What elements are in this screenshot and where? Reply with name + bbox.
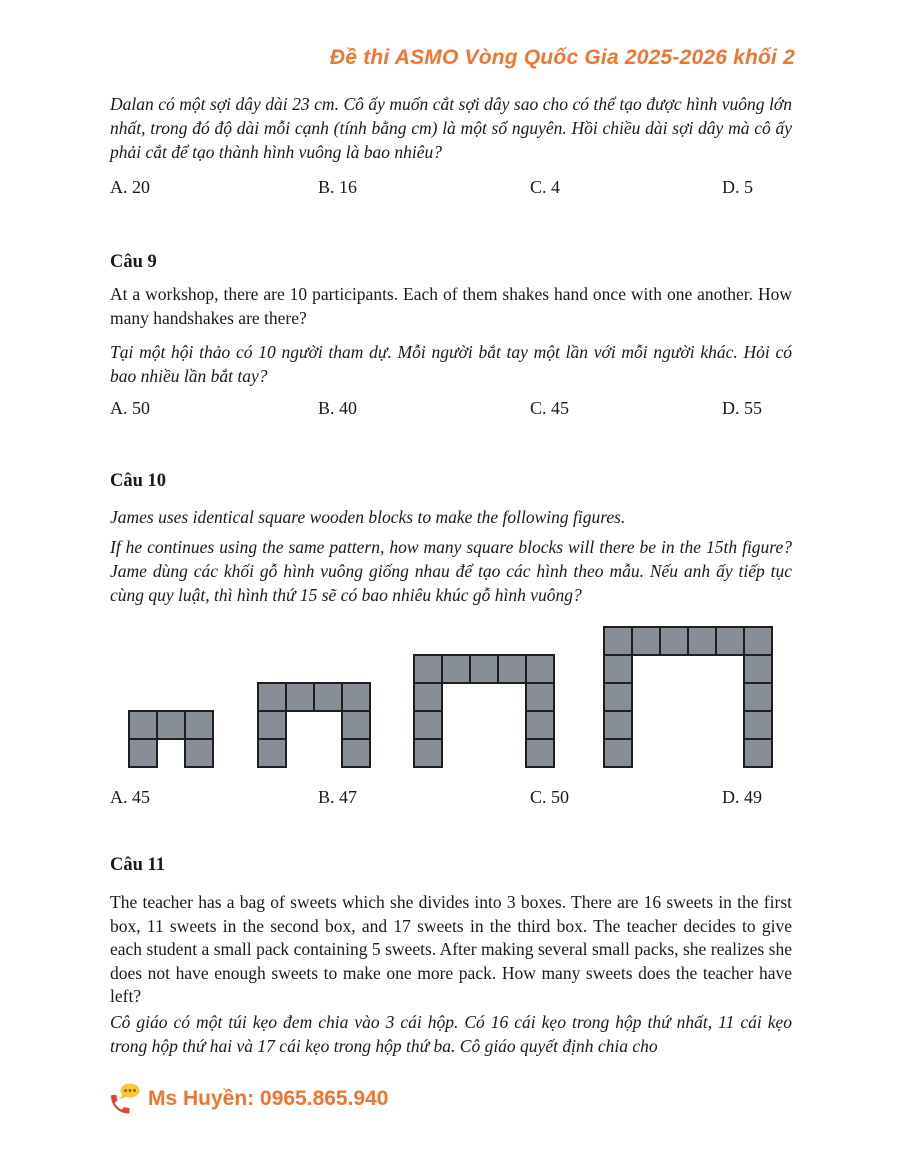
square-block bbox=[314, 683, 342, 711]
intro-question-text: Dalan có một sợi dây dài 23 cm. Cô ấy muốn cắt sợi dây sao cho có thể tạo được hình vuông lớn nhất, trong đó độ dài mỗi cạnh (tính bằng cm) là một số nguyên. Hồi chiều dài sợi dây mà cô ấy phải cắt để tạo thành hình vuông là bao nhiêu? bbox=[110, 94, 792, 162]
q10-question-text: If he continues using the same pattern, how many square blocks will there be in the 15th figure? Jame dùng các khối gỗ hình vuông giống nhau để tạo các hình theo mẫu. Nếu anh ấy tiếp tục cùng quy luật, thì hình thứ 15 sẽ có bao nhiêu khúc gỗ hình vuông? bbox=[110, 537, 792, 605]
square-block bbox=[258, 711, 286, 739]
square-block bbox=[258, 739, 286, 767]
square-block bbox=[604, 711, 632, 739]
square-block bbox=[470, 655, 498, 683]
q10-figure-1 bbox=[128, 710, 214, 768]
square-block bbox=[185, 739, 213, 767]
square-block bbox=[129, 739, 157, 767]
option-c: C. 4 bbox=[530, 177, 561, 197]
bubble-dot bbox=[124, 1089, 127, 1092]
square-block bbox=[258, 683, 286, 711]
square-block bbox=[604, 683, 632, 711]
q9-options-row bbox=[110, 398, 800, 422]
bubble-dot bbox=[133, 1089, 136, 1092]
q10-figure-4 bbox=[603, 626, 773, 768]
square-block bbox=[744, 739, 772, 767]
square-block bbox=[744, 655, 772, 683]
square-block bbox=[744, 683, 772, 711]
square-block bbox=[442, 655, 470, 683]
option-b: B. 47 bbox=[318, 787, 358, 807]
option-a: A. 20 bbox=[110, 177, 150, 197]
bubble-dot bbox=[129, 1089, 132, 1092]
q9-heading: Câu 9 bbox=[110, 252, 157, 272]
page-header-title: Đề thi ASMO Vòng Quốc Gia 2025-2026 khối 2 bbox=[329, 46, 795, 69]
square-block bbox=[342, 683, 370, 711]
footer-contact bbox=[108, 1083, 388, 1115]
q10-intro-line: James uses identical square wooden blocks to make the following figures. bbox=[110, 507, 626, 527]
square-block bbox=[185, 711, 213, 739]
square-block bbox=[688, 627, 716, 655]
square-block bbox=[342, 711, 370, 739]
square-block bbox=[526, 683, 554, 711]
square-block bbox=[414, 711, 442, 739]
square-block bbox=[414, 655, 442, 683]
phone-icon bbox=[108, 1083, 142, 1115]
square-block bbox=[414, 739, 442, 767]
q10-block-figures bbox=[110, 626, 800, 768]
square-block bbox=[526, 739, 554, 767]
option-d: D. 55 bbox=[722, 398, 762, 418]
option-a: A. 45 bbox=[110, 787, 150, 807]
square-block bbox=[526, 655, 554, 683]
q10-figure-3 bbox=[413, 654, 555, 768]
q10-heading: Câu 10 bbox=[110, 471, 167, 491]
square-block bbox=[716, 627, 744, 655]
square-block bbox=[342, 739, 370, 767]
q11-text-english: The teacher has a bag of sweets which she divides into 3 boxes. There are 16 sweets in the first box, 11 sweets in the second box, and 17 sweets in the third box. The teacher decides to give each student a small pack containing 5 sweets. After making several small packs, she realizes she does not have enough sweets to make one more pack. How many sweets does the teacher have left? bbox=[110, 892, 792, 1007]
square-block bbox=[157, 711, 185, 739]
square-block bbox=[744, 711, 772, 739]
option-c: C. 45 bbox=[530, 398, 570, 418]
square-block bbox=[414, 683, 442, 711]
option-c: C. 50 bbox=[530, 787, 570, 807]
square-block bbox=[286, 683, 314, 711]
square-block bbox=[660, 627, 688, 655]
option-a: A. 50 bbox=[110, 398, 150, 418]
q11-heading: Câu 11 bbox=[110, 855, 166, 875]
option-b: B. 16 bbox=[318, 177, 358, 197]
phone-handset bbox=[111, 1095, 129, 1113]
q9-text-vietnamese: Tại một hội thảo có 10 người tham dự. Mỗi người bắt tay một lần với mỗi người khác. Hỏi có bao nhiều lần bắt tay? bbox=[110, 342, 792, 386]
intro-options-row bbox=[110, 177, 800, 201]
square-block bbox=[604, 655, 632, 683]
square-block bbox=[632, 627, 660, 655]
square-block bbox=[604, 627, 632, 655]
square-block bbox=[129, 711, 157, 739]
option-d: D. 5 bbox=[722, 177, 753, 197]
q10-figure-2 bbox=[257, 682, 371, 768]
q11-text-vietnamese: Cô giáo có một túi kẹo đem chia vào 3 cái hộp. Có 16 cái kẹo trong hộp thứ nhất, 11 cái kẹo trong hộp thứ hai và 17 cái kẹo trong hộp thứ ba. Cô giáo quyết định chia cho bbox=[110, 1012, 792, 1056]
square-block bbox=[604, 739, 632, 767]
square-block bbox=[744, 627, 772, 655]
option-b: B. 40 bbox=[318, 398, 358, 418]
q9-text-english: At a workshop, there are 10 participants. Each of them shakes hand once with one another. How many handshakes are there? bbox=[110, 284, 792, 328]
square-block bbox=[498, 655, 526, 683]
option-d: D. 49 bbox=[722, 787, 762, 807]
square-block bbox=[526, 711, 554, 739]
q10-options-row bbox=[110, 787, 800, 811]
contact-text: Ms Huyền: 0965.865.940 bbox=[148, 1087, 389, 1110]
